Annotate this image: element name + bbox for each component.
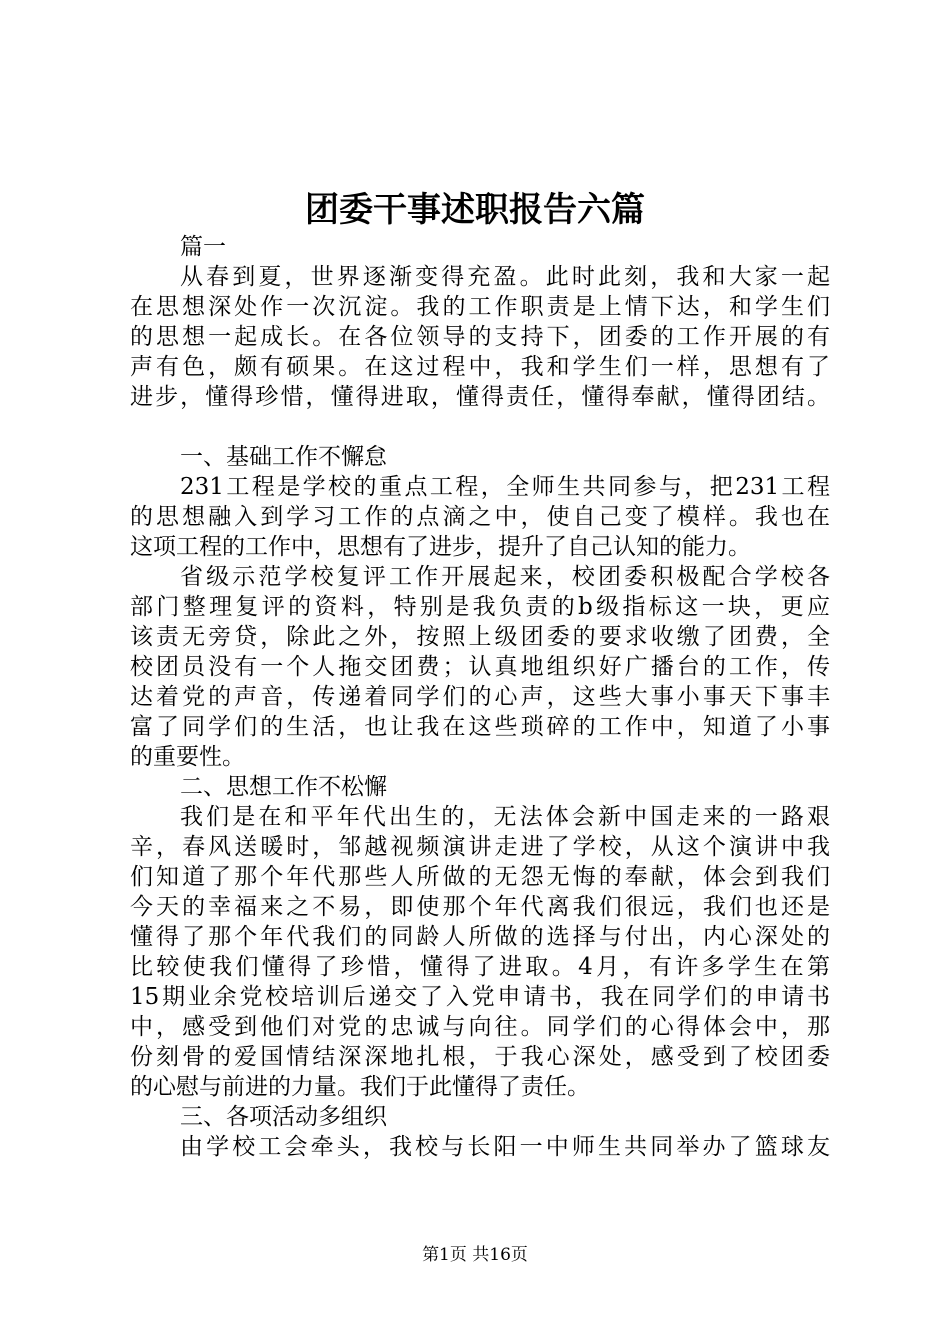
text-line: 达着党的声音，传递着同学们的心声，这些大事小事天下事丰	[130, 684, 830, 710]
text-line: 进步，懂得珍惜，懂得进取，懂得责任，懂得奉献，懂得团结。	[130, 384, 830, 410]
text-line: 校团员没有一个人拖交团费；认真地组织好广播台的工作，传	[130, 654, 830, 680]
text-line: 这项工程的工作中，思想有了进步，提升了自己认知的能力。	[130, 534, 751, 560]
section-heading: 一、基础工作不懈怠	[180, 444, 387, 470]
paragraph	[130, 802, 830, 1102]
paragraph	[130, 472, 830, 562]
text-line: 的思想一起成长。在各位领导的支持下，团委的工作开展的有	[130, 324, 830, 350]
text-line: 们知道了那个年代那些人所做的无怨无悔的奉献，体会到我们	[130, 864, 830, 890]
text-line: 份刻骨的爱国情结深深地扎根，于我心深处，感受到了校团委	[130, 1044, 830, 1070]
text-line: 的心慰与前进的力量。我们于此懂得了责任。	[130, 1074, 590, 1100]
paragraph	[130, 1132, 830, 1162]
text-line: 的重要性。	[130, 744, 245, 770]
document-body	[130, 232, 830, 1162]
paragraph-gap	[130, 412, 830, 442]
text-line: 声有色，颇有硕果。在这过程中，我和学生们一样，思想有了	[130, 354, 830, 380]
section-heading: 二、思想工作不松懈	[180, 774, 387, 800]
text-line: 辛，春风送暖时，邹越视频演讲走进了学校，从这个演讲中我	[130, 834, 830, 860]
intro-paragraph	[130, 262, 830, 412]
document-title: 团委干事述职报告六篇	[305, 190, 645, 230]
section-heading: 三、各项活动多组织	[180, 1104, 387, 1130]
section-label: 篇一	[180, 234, 226, 260]
text-line: 部门整理复评的资料，特别是我负责的b级指标这一块，更应	[130, 594, 830, 620]
text-line: 15期业余党校培训后递交了入党申请书，我在同学们的申请书	[130, 984, 830, 1010]
paragraph	[130, 562, 830, 772]
text-line: 中，感受到他们对党的忠诚与向往。同学们的心得体会中，那	[130, 1014, 830, 1040]
text-line: 懂得了那个年代我们的同龄人所做的选择与付出，内心深处的	[130, 924, 830, 950]
text-line: 比较使我们懂得了珍惜，懂得了进取。4月，有许多学生在第	[130, 954, 830, 980]
text-line: 的思想融入到学习工作的点滴之中，使自己变了模样。我也在	[130, 504, 830, 530]
text-line: 231工程是学校的重点工程，全师生共同参与，把231工程	[180, 474, 830, 500]
page-number: 第1页 共16页	[422, 1245, 528, 1265]
text-line: 今天的幸福来之不易，即使那个年代离我们很远，我们也还是	[130, 894, 830, 920]
text-line: 从春到夏，世界逐渐变得充盈。此时此刻，我和大家一起	[180, 264, 830, 290]
text-line: 由学校工会牵头，我校与长阳一中师生共同举办了篮球友	[180, 1134, 830, 1160]
text-line: 富了同学们的生活，也让我在这些琐碎的工作中，知道了小事	[130, 714, 830, 740]
text-line: 该责无旁贷，除此之外，按照上级团委的要求收缴了团费，全	[130, 624, 830, 650]
text-line: 省级示范学校复评工作开展起来，校团委积极配合学校各	[180, 564, 830, 590]
text-line: 我们是在和平年代出生的，无法体会新中国走来的一路艰	[180, 804, 830, 830]
text-line: 在思想深处作一次沉淀。我的工作职责是上情下达，和学生们	[130, 294, 830, 320]
